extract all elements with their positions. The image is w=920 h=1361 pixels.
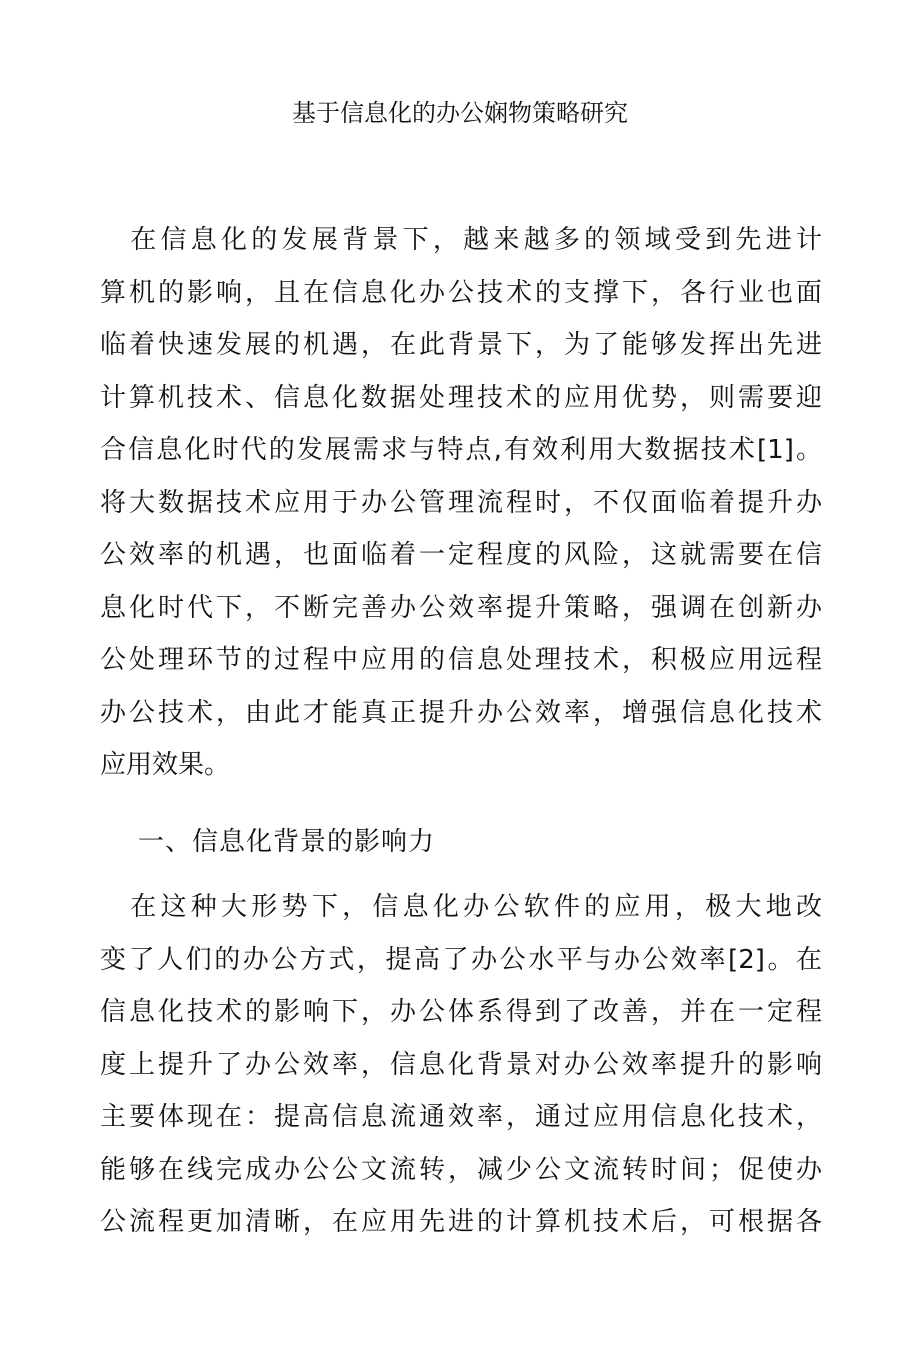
text-line: 在这种大形势下，信息化办公软件的应用，极大地改 xyxy=(100,892,822,922)
text-line: 算机的影响，且在信息化办公技术的支撑下，各行业也面 xyxy=(100,277,822,308)
text-line: 度上提升了办公效率，信息化背景对办公效率提升的影响 xyxy=(100,1049,822,1080)
text-line: 应用效果。 xyxy=(100,750,231,780)
text-line: 在信息化的发展背景下，越来越多的领域受到先进计 xyxy=(100,225,822,255)
text-line: 息化时代下，不断完善办公效率提升策略，强调在创新办 xyxy=(100,592,822,623)
section-heading: 一、信息化背景的影响力 xyxy=(138,827,436,857)
text-line: 公流程更加清晰，在应用先进的计算机技术后，可根据各 xyxy=(100,1207,822,1237)
text-line: 将大数据技术应用于办公管理流程时，不仅面临着提升办 xyxy=(100,487,822,518)
text-line: 能够在线完成办公公文流转，减少公文流转时间；促使办 xyxy=(100,1154,822,1185)
section-paragraph xyxy=(100,881,822,1249)
text-line: 公处理环节的过程中应用的信息处理技术，积极应用远程 xyxy=(100,645,822,675)
text-line: 公效率的机遇，也面临着一定程度的风险，这就需要在信 xyxy=(100,540,822,570)
text-line: 计算机技术、信息化数据处理技术的应用优势，则需要迎 xyxy=(100,382,822,413)
text-line: 信息化技术的影响下，办公体系得到了改善，并在一定程 xyxy=(100,997,822,1027)
intro-paragraph xyxy=(100,214,822,792)
document-title: 基于信息化的办公娴物策略研究 xyxy=(292,99,628,127)
text-line: 合信息化时代的发展需求与特点,有效利用大数据技术[1]。 xyxy=(100,435,822,465)
text-line: 办公技术，由此才能真正提升办公效率，增强信息化技术 xyxy=(100,697,822,728)
text-line: 变了人们的办公方式，提高了办公水平与办公效率[2]。在 xyxy=(100,944,822,975)
text-line: 主要体现在：提高信息流通效率，通过应用信息化技术， xyxy=(100,1102,822,1132)
text-line: 临着快速发展的机遇，在此背景下，为了能够发挥出先进 xyxy=(100,330,822,360)
